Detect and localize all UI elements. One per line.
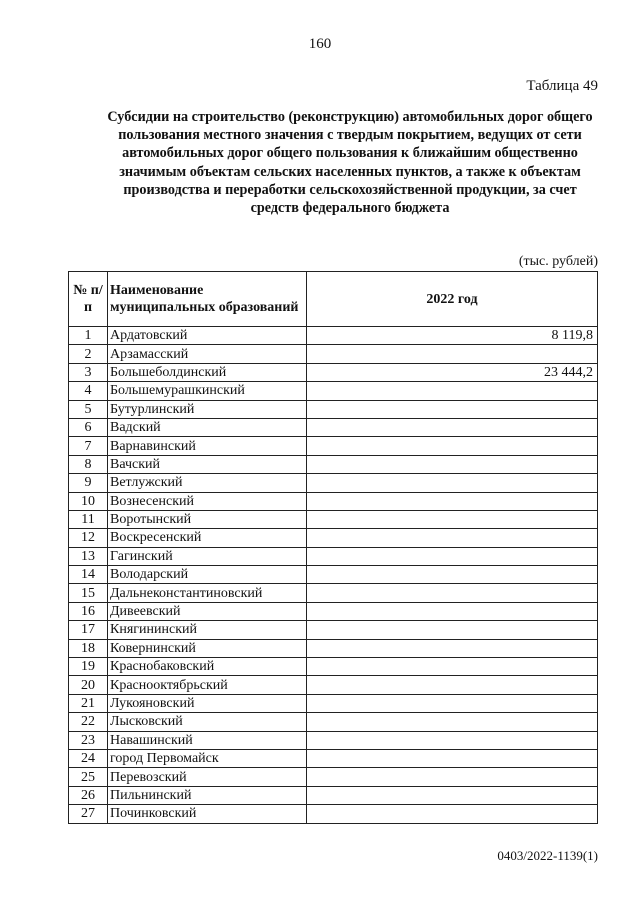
table-row [69,584,598,602]
row-number: 7 [69,437,108,455]
amount-2022 [307,510,598,528]
row-number: 4 [69,382,108,400]
table-row [69,749,598,767]
row-number: 8 [69,455,108,473]
table-row [69,639,598,657]
table-row [69,658,598,676]
table-header-row [69,272,598,327]
amount-2022 [307,731,598,749]
row-number: 23 [69,731,108,749]
municipality-name: Пильнинский [108,786,307,804]
municipality-name: Дивеевский [108,602,307,620]
table-row [69,510,598,528]
table-row [69,418,598,436]
row-number: 3 [69,363,108,381]
row-number: 5 [69,400,108,418]
amount-2022 [307,786,598,804]
municipality-name: Вознесенский [108,492,307,510]
row-number: 13 [69,547,108,565]
municipality-name: Бутурлинский [108,400,307,418]
row-number: 26 [69,786,108,804]
municipality-name: Лукояновский [108,694,307,712]
municipality-name: Ковернинский [108,639,307,657]
amount-2022 [307,584,598,602]
row-number: 9 [69,474,108,492]
amount-2022 [307,418,598,436]
amount-2022 [307,694,598,712]
municipality-name: Починковский [108,805,307,823]
amount-2022 [307,602,598,620]
table-row [69,805,598,823]
amount-2022 [307,768,598,786]
table-row [69,621,598,639]
table-row [69,731,598,749]
amount-2022 [307,749,598,767]
units-label: (тыс. рублей) [518,254,598,269]
row-number: 17 [69,621,108,639]
row-number: 22 [69,713,108,731]
amount-2022 [307,529,598,547]
document-code: 0403/2022-1139(1) [497,848,598,863]
row-number: 24 [69,749,108,767]
amount-2022 [307,676,598,694]
table-row [69,602,598,620]
municipality-name: Большеболдинский [108,363,307,381]
table-row [69,786,598,804]
table-row [69,345,598,363]
municipality-name: Вадский [108,418,307,436]
municipality-name: Дальнеконстантиновский [108,584,307,602]
municipality-name: Воротынский [108,510,307,528]
table-label: Таблица 49 [526,78,598,94]
row-number: 20 [69,676,108,694]
table-row [69,474,598,492]
row-number: 11 [69,510,108,528]
amount-2022 [307,400,598,418]
amount-2022 [307,492,598,510]
municipality-name: Воскресенский [108,529,307,547]
row-number: 10 [69,492,108,510]
municipality-name: Навашинский [108,731,307,749]
amount-2022 [307,455,598,473]
row-number: 1 [69,327,108,345]
row-number: 16 [69,602,108,620]
amount-2022 [307,658,598,676]
table-row [69,713,598,731]
municipality-name: Гагинский [108,547,307,565]
row-number: 6 [69,418,108,436]
amount-2022: 8 119,8 [307,327,598,345]
table-row [69,529,598,547]
table-row [69,768,598,786]
column-header-name: Наименование муниципальных образований [108,272,307,327]
municipality-name: Краснобаковский [108,658,307,676]
table-row [69,437,598,455]
table-row [69,547,598,565]
amount-2022 [307,345,598,363]
table-row [69,694,598,712]
table-row [69,566,598,584]
row-number: 19 [69,658,108,676]
row-number: 14 [69,566,108,584]
municipality-name: Ардатовский [108,327,307,345]
amount-2022 [307,566,598,584]
amount-2022 [307,805,598,823]
row-number: 21 [69,694,108,712]
column-header-number: № п/п [69,272,108,327]
row-number: 27 [69,805,108,823]
municipality-name: Княгининский [108,621,307,639]
row-number: 2 [69,345,108,363]
municipality-name: Большемурашкинский [108,382,307,400]
municipality-name: Арзамасский [108,345,307,363]
municipality-name: Вачский [108,455,307,473]
municipality-name: Перевозский [108,768,307,786]
subsidy-table [68,271,598,824]
municipality-name: Варнавинский [108,437,307,455]
table-row [69,492,598,510]
row-number: 15 [69,584,108,602]
table-row [69,327,598,345]
amount-2022: 23 444,2 [307,363,598,381]
table-row [69,455,598,473]
municipality-name: город Первомайск [108,749,307,767]
table-row [69,363,598,381]
row-number: 18 [69,639,108,657]
row-number: 25 [69,768,108,786]
table-row [69,400,598,418]
amount-2022 [307,713,598,731]
municipality-name: Краснооктябрьский [108,676,307,694]
column-header-year: 2022 год [307,272,598,327]
table-row [69,382,598,400]
municipality-name: Володарский [108,566,307,584]
municipality-name: Лысковский [108,713,307,731]
municipality-name: Ветлужский [108,474,307,492]
document-title: Субсидии на строительство (реконструкцию) автомобильных дорог общего пользования местного значения с твердым покрытием, ведущих от сети автомобильных дорог общего пользования к ближайшим общественно значимым объектам сельских населенных пунктов, а также к объектам производства и переработки сельскохозяйственной продукции, за счет средств федерального бюджета [107,109,593,217]
amount-2022 [307,474,598,492]
amount-2022 [307,621,598,639]
page-number: 160 [308,36,332,52]
row-number: 12 [69,529,108,547]
table-body [69,327,598,824]
amount-2022 [307,639,598,657]
amount-2022 [307,437,598,455]
amount-2022 [307,382,598,400]
amount-2022 [307,547,598,565]
table-row [69,676,598,694]
